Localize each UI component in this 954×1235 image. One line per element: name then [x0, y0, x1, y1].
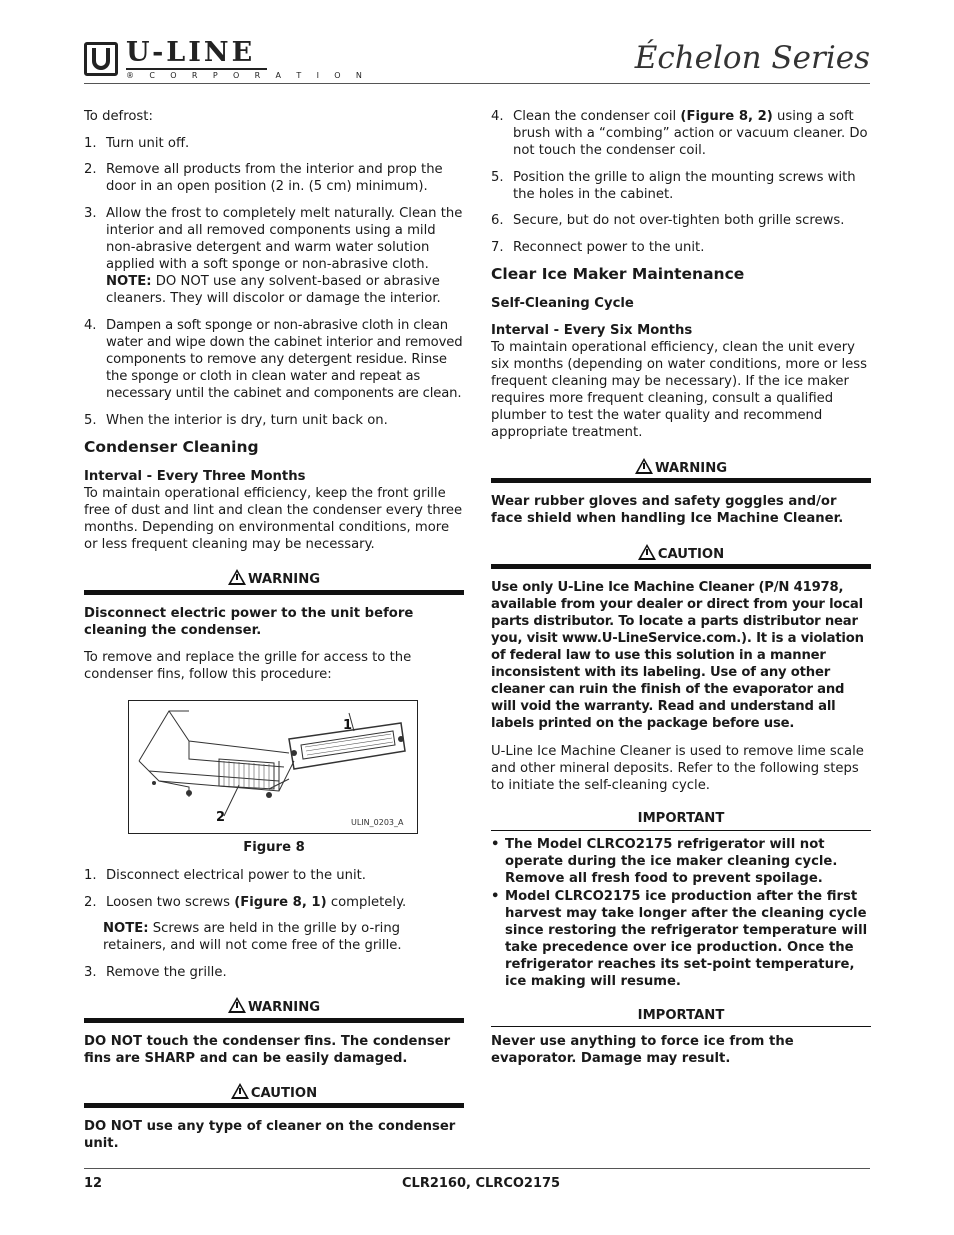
logo-rule	[126, 68, 267, 70]
defrost-step-3-text: Allow the frost to completely melt naturally. Clean the interior and all removed components using a mild non-abrasive detergent and warm water solution applied with a soft sponge or non-abrasive cloth.	[106, 206, 463, 272]
condenser-interval: Interval - Every Three Months	[84, 469, 306, 484]
warning1-bar	[84, 590, 464, 595]
defrost-step-3: 3. Allow the frost to completely melt naturally. Clean the interior and all removed components using a mild non-abrasive detergent and warm water solution applied with a soft sponge or non-abrasive cloth. NOTE: DO NOT use any solvent-based or abrasive cleaners. They will discolor or damage the interior.	[84, 206, 463, 306]
caution2-header	[491, 544, 871, 563]
warning2-header	[84, 997, 464, 1016]
important2-text: Never use anything to force ice from the evaporator. Damage may result.	[491, 1034, 794, 1066]
grille-step-2: 2. Loosen two screws (Figure 8, 1) completely.	[84, 895, 407, 910]
right-column	[491, 108, 871, 1108]
warning1-label: WARNING	[247, 572, 321, 587]
warning2-label: WARNING	[247, 1000, 321, 1015]
figure-8-illustration	[128, 700, 418, 834]
figure-caption: Figure 8	[243, 840, 305, 855]
footer-rule	[84, 1168, 870, 1169]
caution1-bar	[84, 1103, 464, 1108]
defrost-step-2: 2. Remove all products from the interior and prop the door in an open position (2 in. (5 cm) minimum).	[84, 162, 443, 194]
caution2-label: CAUTION	[657, 547, 725, 562]
defrost-step-3-note-text: DO NOT use any solvent-based or abrasive cleaners. They will discolor or damage the interior.	[106, 274, 441, 306]
series-title: Échelon Series	[634, 40, 870, 76]
defrost-step-5-text: When the interior is dry, turn unit back on.	[106, 413, 388, 428]
important1-bullet-2-text: Model CLRCO2175 ice production after the first harvest may take longer after the cleaning cycle since restoring the refrigerator temperature will take precedence over ice production. Once the refrigerator reaches its set-point temperature, ice making will resume.	[505, 889, 868, 989]
condenser-heading: Condenser Cleaning	[84, 438, 259, 456]
left-column	[84, 108, 464, 1158]
caution1-label: CAUTION	[250, 1086, 318, 1101]
caution-triangle-icon	[231, 1083, 249, 1099]
caution2-text: Use only U-Line Ice Machine Cleaner (P/N 41978, available from your dealer or direct from your local parts distributor. To locate a parts distributor near you, visit www.U-LineService.com.). It is a violation of federal law to use this solution in a manner inconsistent with its labeling. Use of any other cleaner can ruin the finish of the evaporator and will void the warranty. Read and understand all labels printed on the package before use.	[491, 580, 864, 731]
grille-note-text: Screws are held in the grille by o-ring retainers, and will not come free of the grille.	[103, 921, 402, 953]
defrost-step-1-text: Turn unit off.	[106, 136, 190, 151]
condenser-step-6: 6. Secure, but do not over-tighten both grille screws.	[491, 213, 845, 228]
condenser-grille-drawing	[129, 701, 417, 833]
condenser-step-4: 4. Clean the condenser coil (Figure 8, 2) using a soft brush with a “combing” action or vacuum cleaner. Do not touch the condenser coil.	[491, 109, 868, 158]
defrost-step-5: 5. When the interior is dry, turn unit back on.	[84, 413, 388, 428]
step-4-text: Clean the condenser coil	[513, 109, 681, 124]
caution1-text: DO NOT use any type of cleaner on the condenser unit.	[84, 1119, 456, 1151]
grille-note-label: NOTE:	[103, 921, 149, 936]
brand-name: U-LINE	[126, 37, 256, 68]
grille-step-3-text: Remove the grille.	[106, 965, 227, 980]
caution1-header	[84, 1083, 464, 1102]
defrost-step-2-text: Remove all products from the interior and prop the door in an open position (2 in. (5 cm) minimum).	[106, 162, 443, 194]
step-4-end: using a soft brush with a “combing” action or vacuum cleaner. Do not touch the condenser coil.	[513, 109, 868, 158]
grille-note	[84, 920, 464, 954]
warning2-text: DO NOT touch the condenser fins. The condenser fins are SHARP and can be easily damaged.	[84, 1034, 451, 1066]
grille-intro: To remove and replace the grille for access to the condenser fins, follow this procedure:	[84, 650, 412, 682]
self-cleaning-heading: Self-Cleaning Cycle	[491, 296, 634, 311]
grille-step-1-text: Disconnect electrical power to the unit.	[106, 868, 366, 883]
warning3-bar	[491, 478, 871, 483]
warning2-bar	[84, 1018, 464, 1023]
condenser-step-5: 5. Position the grille to align the mounting screws with the holes in the cabinet.	[491, 170, 856, 202]
important1-label: IMPORTANT	[637, 811, 725, 826]
warning-triangle-icon	[635, 458, 653, 474]
figure-callout-1: 1	[343, 718, 353, 733]
ice-interval: Interval - Every Six Months	[491, 323, 693, 338]
defrost-step-3-note-label: NOTE:	[106, 274, 152, 289]
footer-models: CLR2160, CLRCO2175	[402, 1176, 561, 1191]
important1-bullet-1-text: The Model CLRCO2175 refrigerator will not operate during the ice maker cleaning cycle. Remove all fresh food to prevent spoilage.	[505, 837, 838, 886]
important1-rule	[491, 830, 871, 831]
page-header	[84, 37, 870, 84]
ice-text: To maintain operational efficiency, clean the unit every six months (depending on water conditions, more or less frequent cleaning may be necessary). If the ice maker requires more frequent cleaning, consult a qualified plumber to test the water quality and recommend appropriate treatment.	[491, 340, 867, 440]
warning3-label: WARNING	[654, 461, 728, 476]
grille-step-2-ref: (Figure 8, 1)	[234, 895, 327, 910]
defrost-step-4: 4. Dampen a soft sponge or non-abrasive cloth in clean water and wipe down the cabinet interior and removed components to remove any detergent residue. Rinse the sponge or cloth in clean water and repeat as necessary until the cabinet and components are clean.	[84, 318, 463, 401]
ice-maker-heading: Clear Ice Maker Maintenance	[491, 265, 745, 283]
warning-triangle-icon	[228, 569, 246, 585]
important1-bullet-2: • Model CLRCO2175 ice production after the first harvest may take longer after the cleaning cycle since restoring the refrigerator temperature will take precedence over ice production. Once the refrigerator reaches its set-point temperature, ice making will resume.	[491, 889, 868, 989]
important2-label: IMPORTANT	[637, 1008, 725, 1023]
defrost-intro: To defrost:	[84, 109, 153, 124]
grille-step-2-end: completely.	[326, 895, 407, 910]
caution-triangle-icon	[638, 544, 656, 560]
grille-step-2-text: Loosen two screws	[106, 895, 235, 910]
step-4-ref: (Figure 8, 2)	[680, 109, 773, 124]
step-6-text: Secure, but do not over-tighten both grille screws.	[513, 213, 845, 228]
warning-triangle-icon	[228, 997, 246, 1013]
brand-sub: ® C O R P O R A T I O N	[126, 71, 369, 80]
step-7-text: Reconnect power to the unit.	[513, 240, 705, 255]
important2-rule	[491, 1026, 871, 1027]
warning1-text: Disconnect electric power to the unit before cleaning the condenser.	[84, 606, 414, 638]
figure-callout-2: 2	[216, 810, 226, 825]
condenser-step-7: 7. Reconnect power to the unit.	[491, 240, 705, 255]
page-number: 12	[84, 1176, 103, 1191]
important1-bullet-1: • The Model CLRCO2175 refrigerator will not operate during the ice maker cleaning cycle. Remove all fresh food to prevent spoilage.	[491, 837, 838, 886]
header-rule	[84, 83, 870, 84]
uline-logo-icon	[84, 42, 118, 76]
warning3-header	[491, 458, 871, 477]
figure-code: ULIN_0203_A	[351, 818, 404, 827]
grille-step-1: 1. Disconnect electrical power to the unit.	[84, 868, 366, 883]
defrost-step-1: 1. Turn unit off.	[84, 136, 190, 151]
step-5-text: Position the grille to align the mounting screws with the holes in the cabinet.	[513, 170, 856, 202]
defrost-step-4-text: Dampen a soft sponge or non-abrasive cloth in clean water and wipe down the cabinet interior and removed components to remove any detergent residue. Rinse the sponge or cloth in clean water and repeat as necessary until the cabinet and components are clean.	[106, 318, 463, 401]
warning1-header	[84, 569, 464, 588]
cleaner-text: U-Line Ice Machine Cleaner is used to remove lime scale and other mineral deposits. Refer to the following steps to initiate the self-cleaning cycle.	[491, 744, 864, 793]
grille-step-3: 3. Remove the grille.	[84, 965, 227, 980]
caution2-bar	[491, 564, 871, 569]
condenser-text: To maintain operational efficiency, keep the front grille free of dust and lint and clean the condenser every three months. Depending on environmental conditions, more or less frequent cleaning may be necessary.	[84, 486, 463, 552]
warning3-text: Wear rubber gloves and safety goggles and/or face shield when handling Ice Machine Cleaner.	[491, 494, 844, 526]
